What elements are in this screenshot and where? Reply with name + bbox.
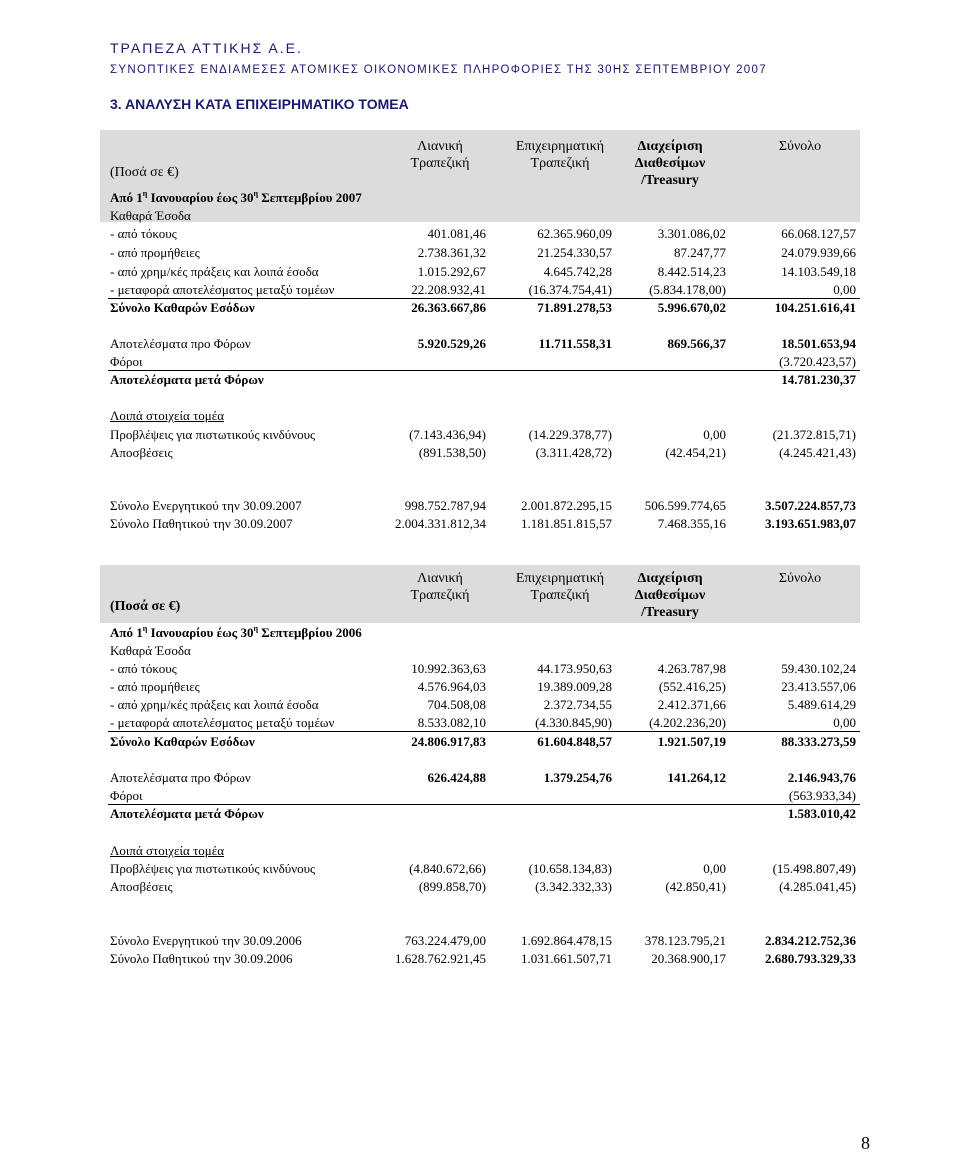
period-text: Από 1 [110,625,143,640]
period-text: Σεπτεμβρίου 2006 [258,625,362,640]
cell-corporate: 1.692.864.478,15 [521,933,612,948]
col-header-line: Διαθεσίμων [634,156,706,171]
cell-corporate: (3.342.332,33) [535,879,612,894]
cell-retail: 22.208.932,41 [411,282,486,297]
cell-treasury: 3.301.086,02 [657,226,726,241]
period-text: Σεπτεμβρίου 2007 [258,190,362,205]
cell-total: 14.103.549,18 [781,264,856,279]
cell-total: 3.193.651.983,07 [765,516,856,531]
cell-corporate: 1.031.661.507,71 [521,951,612,966]
liabilities-label: Σύνολο Παθητικού την 30.09.2007 [110,516,293,531]
cell-total: (3.720.423,57) [779,354,856,369]
cell-retail: 10.992.363,63 [411,661,486,676]
row-label: - από τόκους [110,661,177,676]
cell-treasury: (42.454,21) [665,445,726,460]
cell-retail: 26.363.667,86 [411,300,486,315]
cell-corporate: 19.389.009,28 [537,679,612,694]
col-header-line: Λιανική [417,571,463,586]
cell-corporate: 61.604.848,57 [537,734,612,749]
col-header-treasury [605,570,735,621]
provisions-label: Προβλέψεις για πιστωτικούς κινδύνους [110,427,316,442]
cell-treasury: (5.834.178,00) [649,282,726,297]
col-header-total [740,138,860,155]
cell-total: 88.333.273,59 [781,734,856,749]
taxes-label: Φόροι [110,354,143,369]
cell-total: (4.245.421,43) [779,445,856,460]
cell-retail: 998.752.787,94 [404,498,486,513]
cell-treasury: 0,00 [703,427,726,442]
col-header-total [740,570,860,587]
cell-corporate: 71.891.278,53 [537,300,612,315]
cell-treasury: 87.247,77 [674,245,726,260]
cell-corporate: (10.658.134,83) [528,861,612,876]
cell-corporate: 1.181.851.815,57 [521,516,612,531]
period-text: Από 1 [110,190,143,205]
cell-total: 0,00 [833,715,856,730]
depreciation-label: Αποσβέσεις [110,445,173,460]
cell-treasury: (42.850,41) [665,879,726,894]
col-header-line: Τραπεζική [410,588,470,603]
cell-retail: (891.538,50) [418,445,486,460]
provisions-label: Προβλέψεις για πιστωτικούς κινδύνους [110,861,316,876]
cell-total: (4.285.041,45) [779,879,856,894]
cell-total: 59.430.102,24 [781,661,856,676]
col-header-line: Επιχειρηματική [515,571,605,586]
cell-retail: 8.533.082,10 [417,715,486,730]
cell-total: 5.489.614,29 [787,697,856,712]
col-header-treasury [605,138,735,189]
cell-total: 2.146.943,76 [787,770,856,785]
pretax-label: Αποτελέσματα προ Φόρων [110,336,251,351]
period-text: Ιανουαρίου έως 30 [147,190,254,205]
cell-retail: 1.015.292,67 [417,264,486,279]
page-number: 8 [861,1133,870,1153]
row-divider [108,370,860,371]
cell-corporate: 21.254.330,57 [537,245,612,260]
cell-corporate: (14.229.378,77) [528,427,612,442]
col-header-line: Διαχείριση [637,139,703,154]
col-header-line: /Treasury [641,173,699,188]
cell-total: 0,00 [833,282,856,297]
cell-corporate: (16.374.754,41) [528,282,612,297]
row-label: - από τόκους [110,226,177,241]
liabilities-label: Σύνολο Παθητικού την 30.09.2006 [110,951,293,966]
cell-treasury: 7.468.355,16 [657,516,726,531]
amount-unit-label: (Ποσά σε €) [110,165,179,180]
cell-retail: 2.738.361,32 [417,245,486,260]
cell-retail: (899.858,70) [418,879,486,894]
cell-retail: 401.081,46 [427,226,486,241]
cell-retail: 704.508,08 [427,697,486,712]
cell-retail: 626.424,88 [427,770,486,785]
assets-label: Σύνολο Ενεργητικού την 30.09.2007 [110,498,302,513]
cell-total: 23.413.557,06 [781,679,856,694]
cell-total: 3.507.224.857,73 [765,498,856,513]
cell-corporate: 2.001.872.295,15 [521,498,612,513]
cell-retail: (7.143.436,94) [409,427,486,442]
col-header-line: Σύνολο [778,139,822,154]
taxes-label: Φόροι [110,788,143,803]
cell-total: 66.068.127,57 [781,226,856,241]
period-sup: η [253,624,259,633]
cell-retail: 763.224.479,00 [404,933,486,948]
cell-total: 18.501.653,94 [781,336,856,351]
aftertax-label: Αποτελέσματα μετά Φόρων [110,372,264,387]
row-label: - από προμήθειες [110,245,200,260]
period-sup: η [142,189,148,198]
cell-treasury: (4.202.236,20) [649,715,726,730]
total-income-label: Σύνολο Καθαρών Εσόδων [110,734,255,749]
cell-corporate: 11.711.558,31 [538,336,612,351]
cell-total: 2.680.793.329,33 [765,951,856,966]
row-label: - από χρημ/κές πράξεις και λοιπά έσοδα [110,697,319,712]
cell-treasury: 141.264,12 [667,770,726,785]
cell-total: 1.583.010,42 [787,806,856,821]
col-header-line: Επιχειρηματική [515,139,605,154]
row-label: - από προμήθειες [110,679,200,694]
cell-retail: 1.628.762.921,45 [395,951,486,966]
amount-unit-label: (Ποσά σε €) [110,599,181,614]
period-sup: η [253,189,259,198]
col-header-line: /Treasury [641,605,699,620]
cell-treasury: 378.123.795,21 [644,933,726,948]
col-header-line: Σύνολο [778,571,822,586]
col-header-retail [380,138,500,172]
row-divider [108,731,860,732]
period-text: Ιανουαρίου έως 30 [147,625,254,640]
cell-total: 14.781.230,37 [781,372,856,387]
row-divider [108,804,860,805]
cell-total: (21.372.815,71) [772,427,856,442]
cell-corporate: 4.645.742,28 [543,264,612,279]
pretax-label: Αποτελέσματα προ Φόρων [110,770,251,785]
cell-corporate: (3.311.428,72) [535,445,612,460]
cell-corporate: 2.372.734,55 [543,697,612,712]
col-header-line: Τραπεζική [530,588,590,603]
cell-total: (563.933,34) [788,788,856,803]
cell-treasury: 0,00 [703,861,726,876]
document-subtitle: ΣΥΝΟΠΤΙΚΕΣ ΕΝΔΙΑΜΕΣΕΣ ΑΤΟΜΙΚΕΣ ΟΙΚΟΝΟΜΙΚΕΣ ΠΛΗΡΟΦΟΡΙΕΣ ΤΗΣ 30ΗΣ ΣΕΠΤΕΜΒΡΙΟΥ 2007 [110,64,767,76]
col-header-line: Λιανική [417,139,463,154]
cell-treasury: 8.442.514,23 [657,264,726,279]
cell-retail: (4.840.672,66) [409,861,486,876]
cell-total: 24.079.939,66 [781,245,856,260]
total-income-label: Σύνολο Καθαρών Εσόδων [110,300,255,315]
cell-retail: 24.806.917,83 [411,734,486,749]
cell-retail: 2.004.331.812,34 [395,516,486,531]
depreciation-label: Αποσβέσεις [110,879,173,894]
other-items-header: Λοιπά στοιχεία τομέα [110,408,225,423]
aftertax-label: Αποτελέσματα μετά Φόρων [110,806,264,821]
net-income-header: Καθαρά Έσοδα [110,208,191,223]
period-sup: η [142,624,148,633]
col-header-line: Διαθεσίμων [634,588,706,603]
company-name: ΤΡΑΠΕΖΑ ΑΤΤΙΚΗΣ Α.Ε. [110,40,303,56]
assets-label: Σύνολο Ενεργητικού την 30.09.2006 [110,933,302,948]
col-header-line: Διαχείριση [637,571,703,586]
cell-total: 2.834.212.752,36 [765,933,856,948]
cell-treasury: 5.996.670,02 [657,300,726,315]
cell-retail: 5.920.529,26 [417,336,486,351]
cell-total: (15.498.807,49) [772,861,856,876]
row-label: - από χρημ/κές πράξεις και λοιπά έσοδα [110,264,319,279]
col-header-retail [380,570,500,604]
cell-corporate: (4.330.845,90) [535,715,612,730]
row-label: - μεταφορά αποτελέσματος μεταξύ τομέων [110,282,335,297]
cell-corporate: 1.379.254,76 [543,770,612,785]
cell-treasury: 506.599.774,65 [644,498,726,513]
cell-treasury: 2.412.371,66 [657,697,726,712]
col-header-line: Τραπεζική [530,156,590,171]
col-header-line: Τραπεζική [410,156,470,171]
row-label: - μεταφορά αποτελέσματος μεταξύ τομέων [110,715,335,730]
cell-corporate: 44.173.950,63 [537,661,612,676]
row-divider [108,298,860,299]
cell-total: 104.251.616,41 [774,300,856,315]
cell-treasury: 869.566,37 [667,336,726,351]
period-label [110,625,362,641]
cell-treasury: 4.263.787,98 [657,661,726,676]
cell-treasury: (552.416,25) [658,679,726,694]
other-items-header: Λοιπά στοιχεία τομέα [110,843,225,858]
cell-treasury: 20.368.900,17 [651,951,726,966]
cell-corporate: 62.365.960,09 [537,226,612,241]
net-income-header: Καθαρά Έσοδα [110,643,191,658]
cell-treasury: 1.921.507,19 [657,734,726,749]
section-title: 3. ΑΝΑΛΥΣΗ ΚΑΤΑ ΕΠΙΧΕΙΡΗΜΑΤΙΚΟ ΤΟΜΕΑ [110,96,409,112]
period-label [110,190,362,206]
cell-retail: 4.576.964,03 [417,679,486,694]
